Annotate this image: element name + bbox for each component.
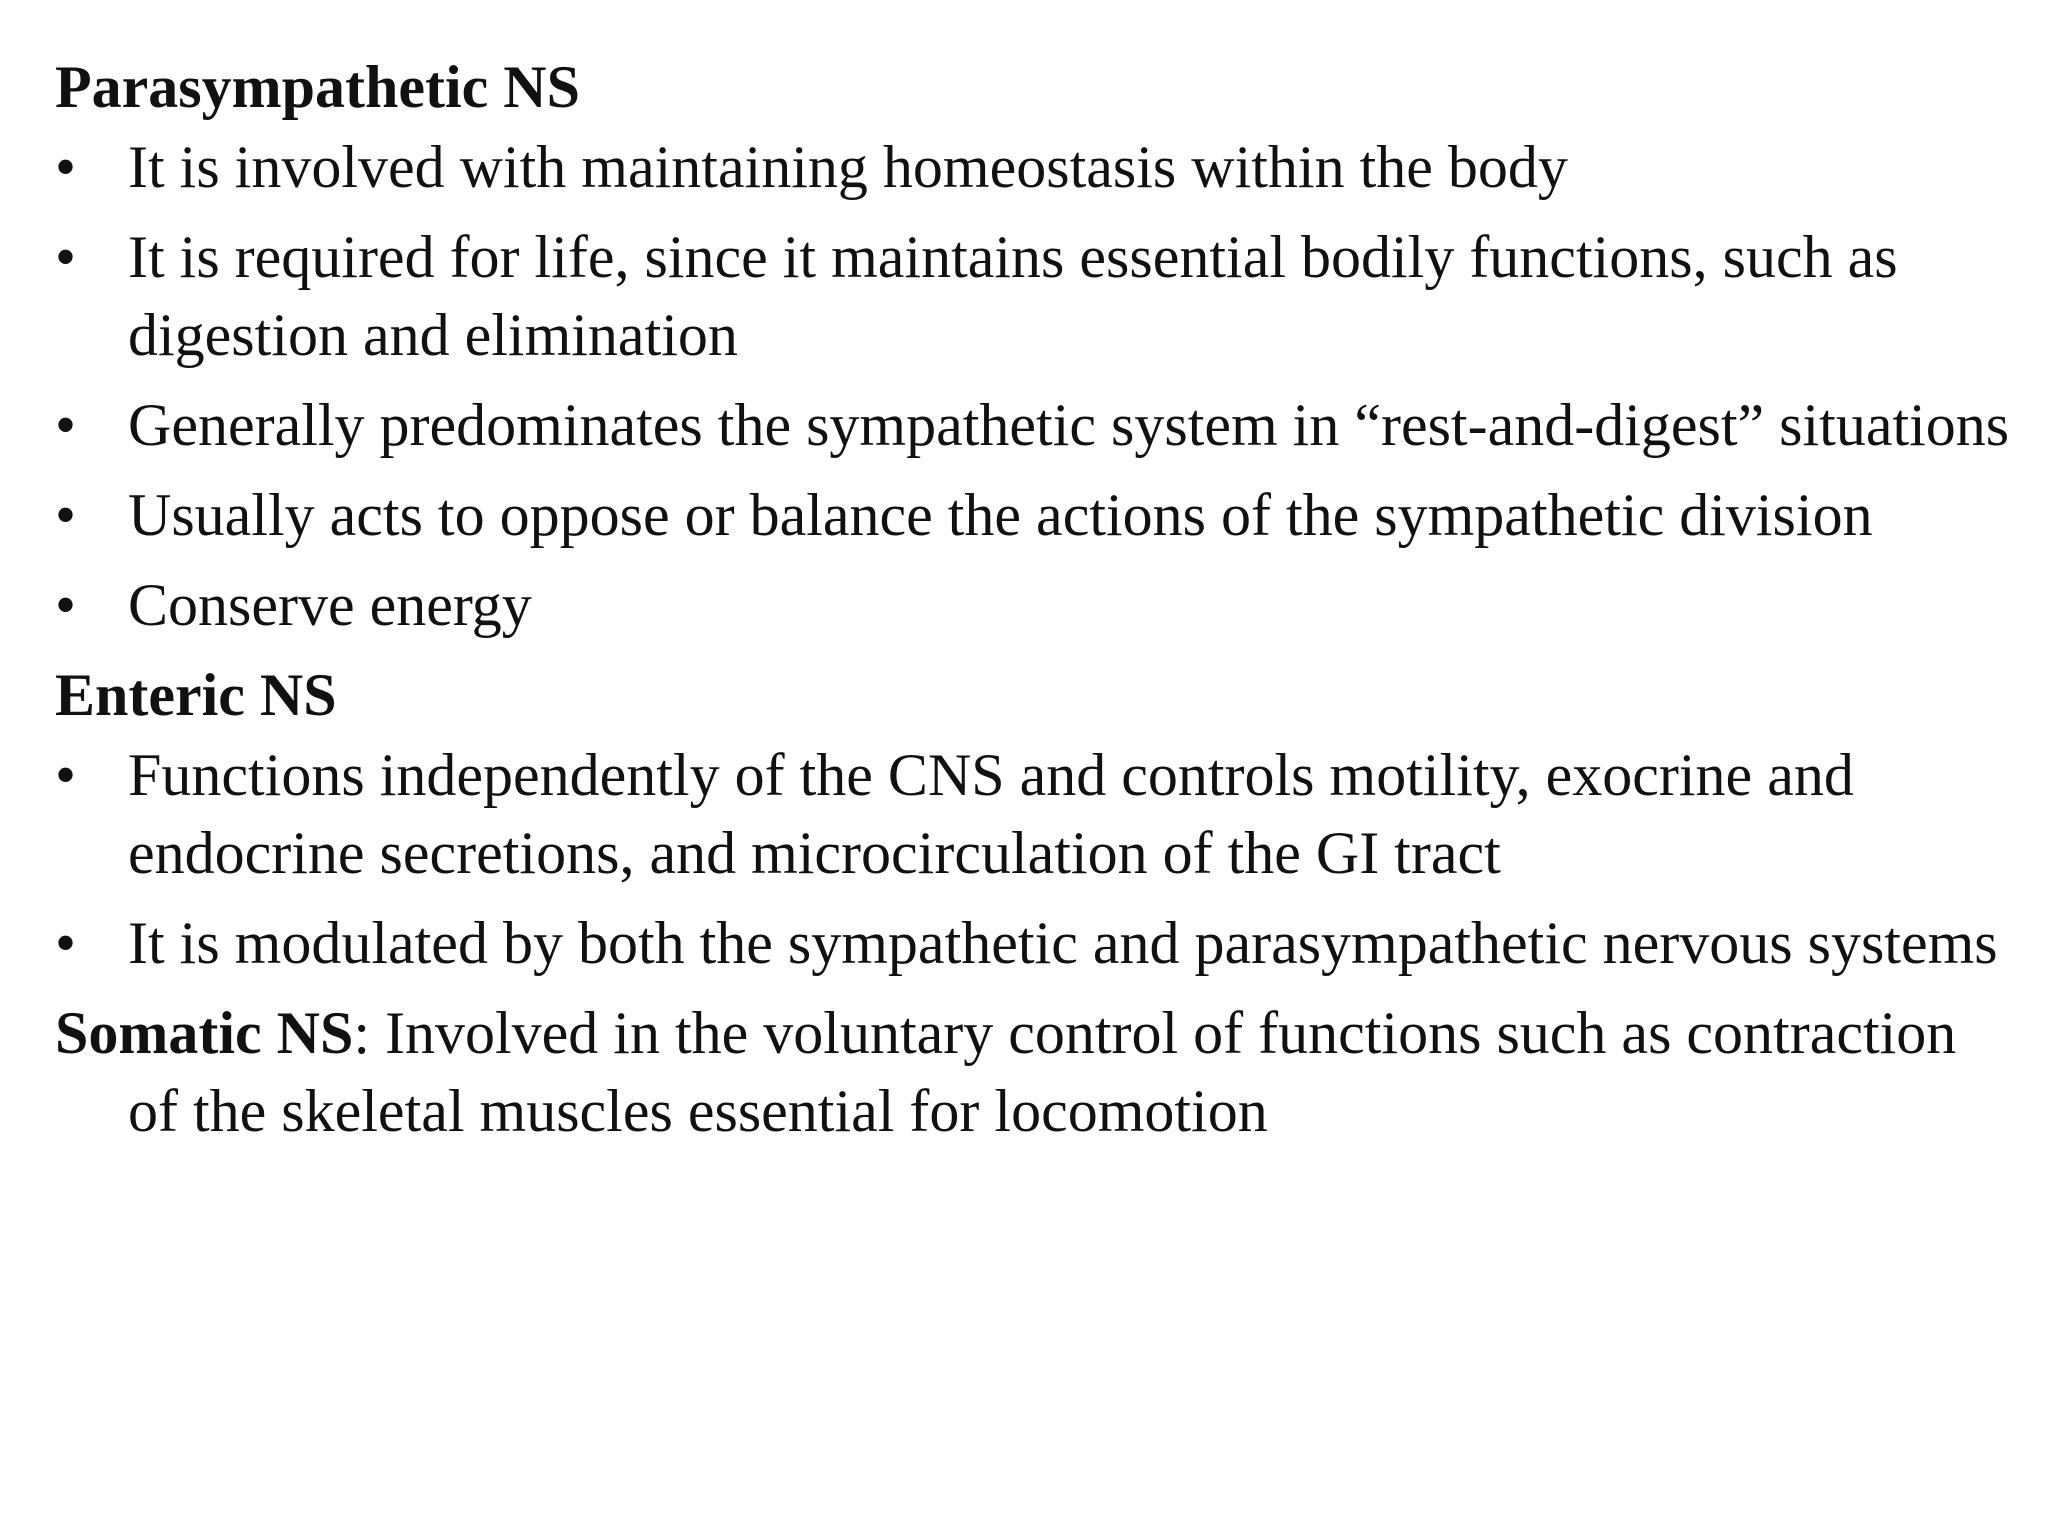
bullet-text: Functions independently of the CNS and controls motility, exocrine and endocrine secretions, and microcirculation of the GI tract — [128, 742, 1854, 886]
bullet-text: Generally predominates the sympathetic system in “rest-and-digest” situations — [128, 392, 2010, 458]
bullet-icon: • — [55, 224, 77, 290]
bullet-text: It is modulated by both the sympathetic and parasympathetic nervous systems — [128, 910, 1998, 976]
slide-content — [55, 48, 2015, 1150]
enteric-heading: Enteric NS — [55, 662, 337, 728]
bullet-text: Usually acts to oppose or balance the actions of the sympathetic division — [128, 482, 1873, 548]
list-item — [55, 476, 2015, 554]
bullet-text: It is involved with maintaining homeostasis within the body — [128, 134, 1568, 200]
bullet-text: It is required for life, since it maintains essential bodily functions, such as digestion and elimination — [128, 224, 1898, 368]
bullet-icon: • — [55, 482, 77, 548]
parasympathetic-bullet-list — [55, 128, 2015, 644]
bullet-icon: • — [55, 910, 77, 976]
somatic-text: Involved in the voluntary control of functions such as contraction of the skeletal muscles essential for locomotion — [128, 1000, 1957, 1144]
bullet-icon: • — [55, 742, 77, 808]
bullet-text: Conserve energy — [128, 572, 532, 638]
bullet-icon: • — [55, 392, 77, 458]
list-item — [55, 904, 2015, 982]
list-item — [55, 736, 2015, 892]
somatic-paragraph — [55, 994, 2015, 1150]
bullet-icon: • — [55, 572, 77, 638]
somatic-term: Somatic NS — [55, 1000, 354, 1066]
list-item — [55, 386, 2015, 464]
enteric-bullet-list — [55, 736, 2015, 982]
list-item — [55, 218, 2015, 374]
parasympathetic-heading: Parasympathetic NS — [55, 54, 580, 120]
list-item — [55, 566, 2015, 644]
list-item — [55, 128, 2015, 206]
bullet-icon: • — [55, 134, 77, 200]
somatic-separator: : — [353, 1000, 371, 1066]
